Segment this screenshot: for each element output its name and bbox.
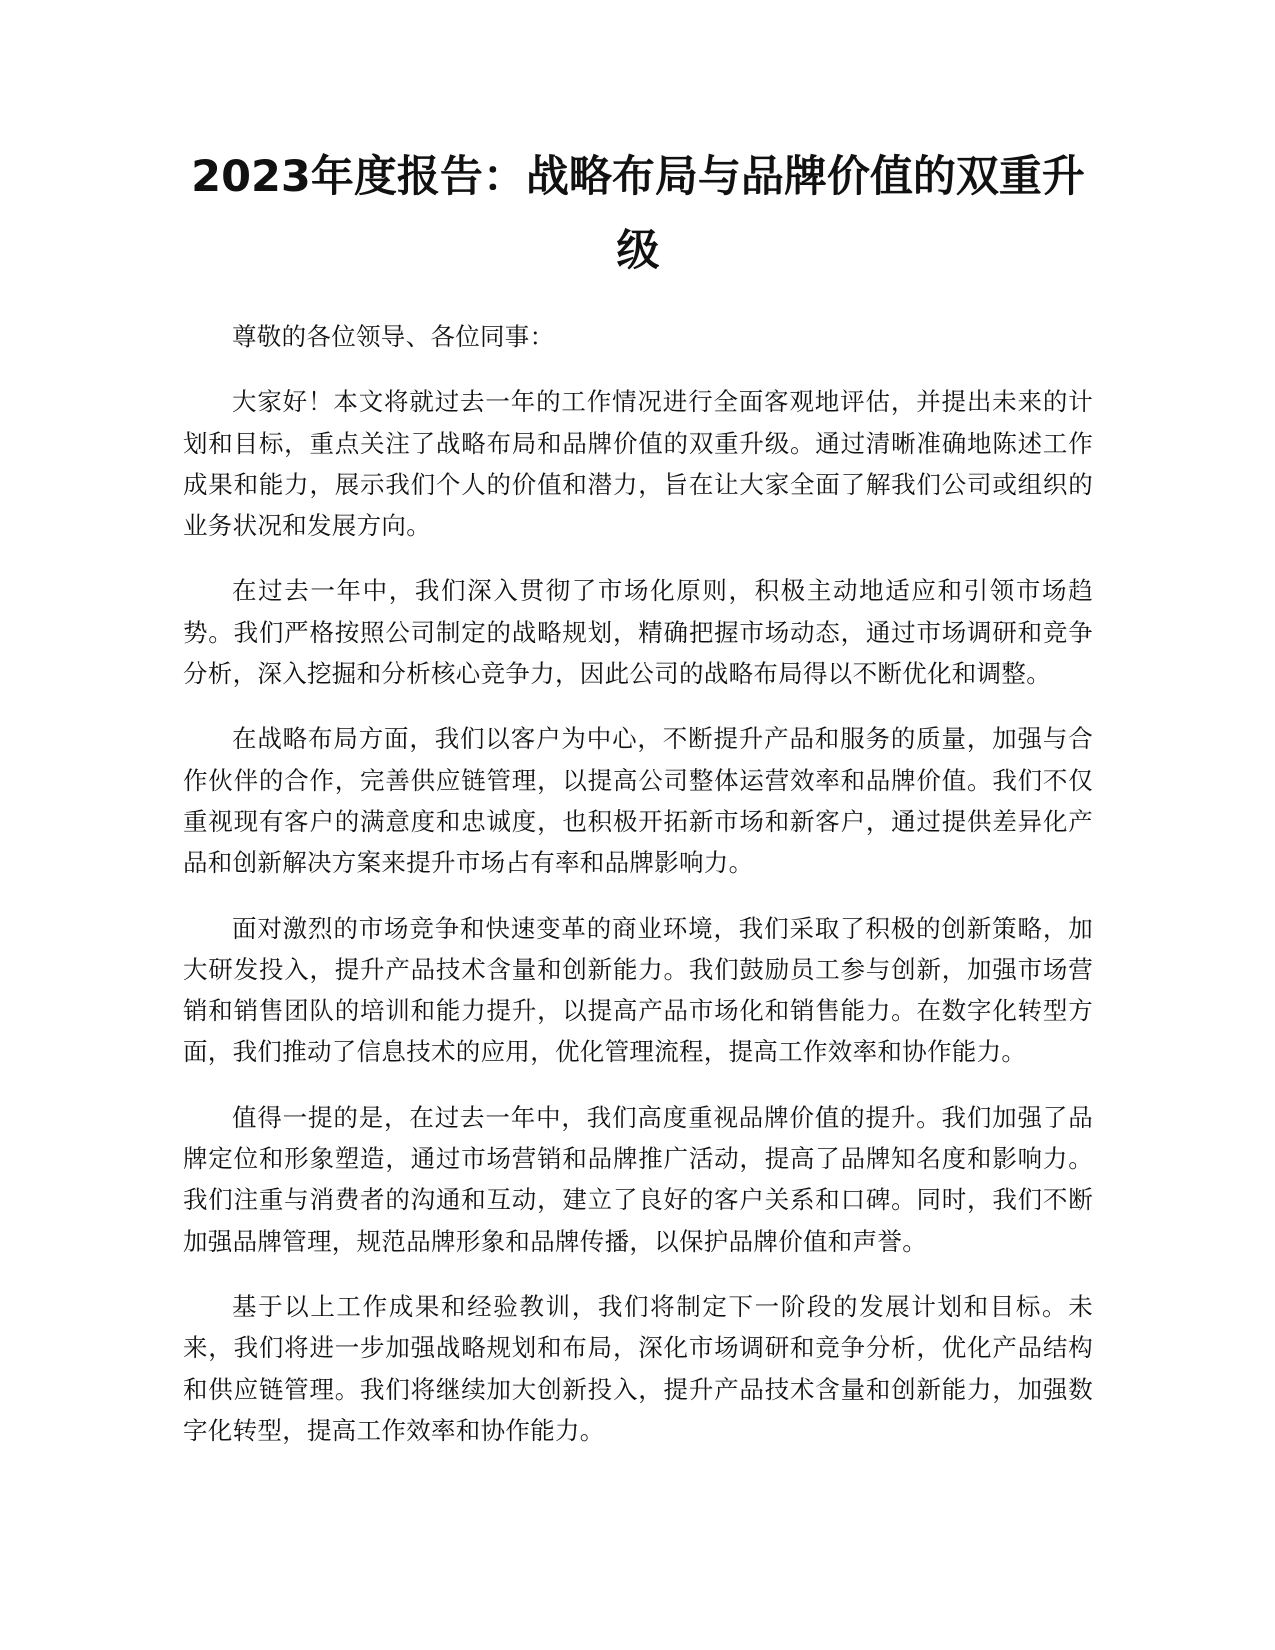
- document-title: 2023年度报告：战略布局与品牌价值的双重升级: [191, 152, 1085, 276]
- body-paragraph-3: 在战略布局方面，我们以客户为中心，不断提升产品和服务的质量，加强与合作伙伴的合作，完善供应链管理，以提高公司整体运营效率和品牌价值。我们不仅重视现有客户的满意度和忠诚度，也积极开拓新市场和新客户，通过提供差异化产品和创新解决方案来提升市场占有率和品牌影响力。: [183, 724, 1093, 878]
- document-page: [183, 140, 1093, 1475]
- greeting-paragraph: 尊敬的各位领导、各位同事：: [232, 322, 555, 351]
- body-paragraph-5: 值得一提的是，在过去一年中，我们高度重视品牌价值的提升。我们加强了品牌定位和形象塑造，通过市场营销和品牌推广活动，提高了品牌知名度和影响力。我们注重与消费者的沟通和互动，建立了良好的客户关系和口碑。同时，我们不断加强品牌管理，规范品牌形象和品牌传播，以保护品牌价值和声誉。: [183, 1102, 1093, 1256]
- body-paragraph-6: 基于以上工作成果和经验教训，我们将制定下一阶段的发展计划和目标。未来，我们将进一步加强战略规划和布局，深化市场调研和竞争分析，优化产品结构和供应链管理。我们将继续加大创新投入，提升产品技术含量和创新能力，加强数字化转型，提高工作效率和协作能力。: [183, 1291, 1093, 1445]
- body-paragraph-2: 在过去一年中，我们深入贯彻了市场化原则，积极主动地适应和引领市场趋势。我们严格按照公司制定的战略规划，精确把握市场动态，通过市场调研和竞争分析，深入挖掘和分析核心竞争力，因此公司的战略布局得以不断优化和调整。: [183, 576, 1093, 689]
- body-paragraph-4: 面对激烈的市场竞争和快速变革的商业环境，我们采取了积极的创新策略，加大研发投入，提升产品技术含量和创新能力。我们鼓励员工参与创新，加强市场营销和销售团队的培训和能力提升，以提高产品市场化和销售能力。在数字化转型方面，我们推动了信息技术的应用，优化管理流程，提高工作效率和协作能力。: [183, 913, 1093, 1067]
- body-paragraph-1: 大家好！本文将就过去一年的工作情况进行全面客观地评估，并提出未来的计划和目标，重点关注了战略布局和品牌价值的双重升级。通过清晰准确地陈述工作成果和能力，展示我们个人的价值和潜力，旨在让大家全面了解我们公司或组织的业务状况和发展方向。: [183, 387, 1093, 541]
